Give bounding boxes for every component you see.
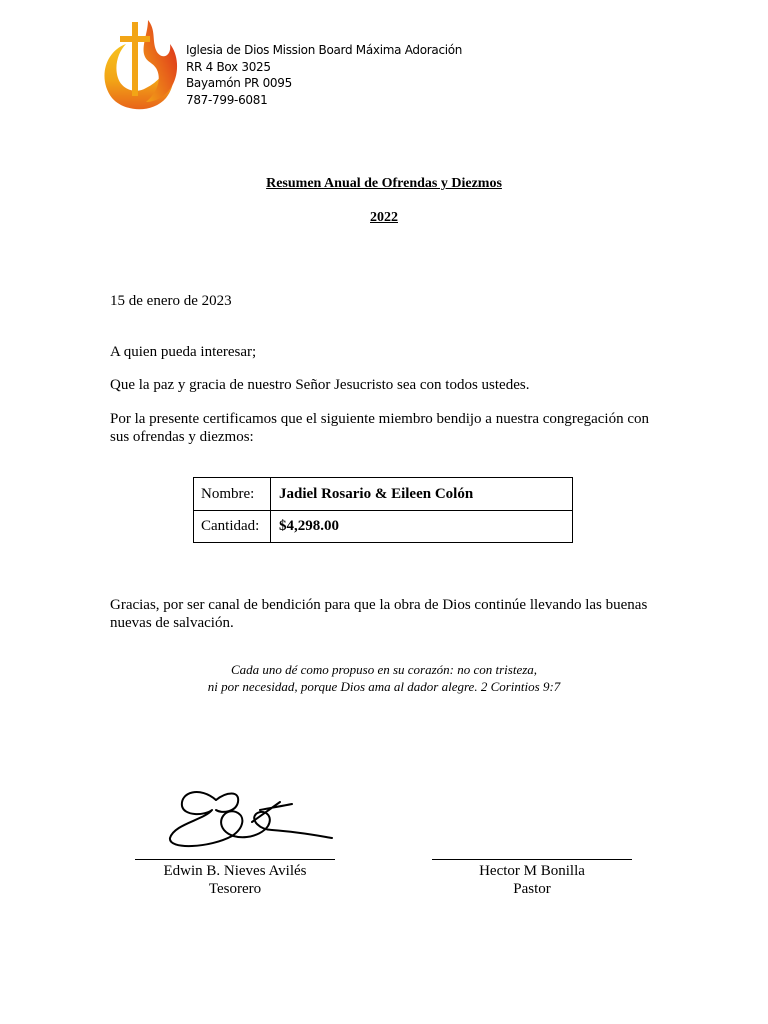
thanks-paragraph: Gracias, por ser canal de bendición para que la obra de Dios continúe llevando las buenas nuevas de salvación. <box>110 597 648 631</box>
church-address-line1: RR 4 Box 3025 <box>186 59 271 74</box>
document-year: 2022 <box>370 210 398 225</box>
blessing: Que la paz y gracia de nuestro Señor Jesucristo sea con todos ustedes. <box>110 377 530 393</box>
pastor-signature-block <box>432 843 632 898</box>
name-label: Nombre: <box>194 478 271 510</box>
verse-line2: ni por necesidad, porque Dios ama al dador alegre. 2 Corintios 9:7 <box>207 679 561 694</box>
church-logo-icon <box>96 18 182 114</box>
document-date: 15 de enero de 2023 <box>110 293 232 309</box>
signature-line <box>135 859 335 860</box>
treasurer-signature <box>160 780 340 850</box>
amount-label: Cantidad: <box>194 511 271 542</box>
member-name: Jadiel Rosario & Eileen Colón <box>279 485 474 502</box>
pastor-role: Pastor <box>513 881 551 897</box>
church-phone: 787-799-6081 <box>186 92 268 107</box>
pastor-name: Hector M Bonilla <box>479 863 585 879</box>
signature-line <box>432 859 632 860</box>
greeting: A quien pueda interesar; <box>110 344 257 360</box>
document-title: Resumen Anual de Ofrendas y Diezmos <box>266 176 502 191</box>
treasurer-signature-block <box>135 843 335 898</box>
contribution-table <box>193 477 573 543</box>
church-header <box>186 42 462 108</box>
bible-verse <box>0 661 768 695</box>
table-row <box>194 478 572 510</box>
church-name: Iglesia de Dios Mission Board Máxima Adoración <box>186 43 463 57</box>
table-row <box>194 510 572 542</box>
treasurer-role: Tesorero <box>208 881 262 897</box>
amount-value: $4,298.00 <box>279 518 339 534</box>
church-address-line2: Bayamón PR 0095 <box>186 76 292 90</box>
verse-line1: Cada uno dé como propuso en su corazón: no con tristeza, <box>230 662 538 677</box>
certification-paragraph: Por la presente certificamos que el siguiente miembro bendijo a nuestra congregación con sus ofrendas y diezmos: <box>110 411 649 445</box>
treasurer-name: Edwin B. Nieves Avilés <box>163 863 307 879</box>
